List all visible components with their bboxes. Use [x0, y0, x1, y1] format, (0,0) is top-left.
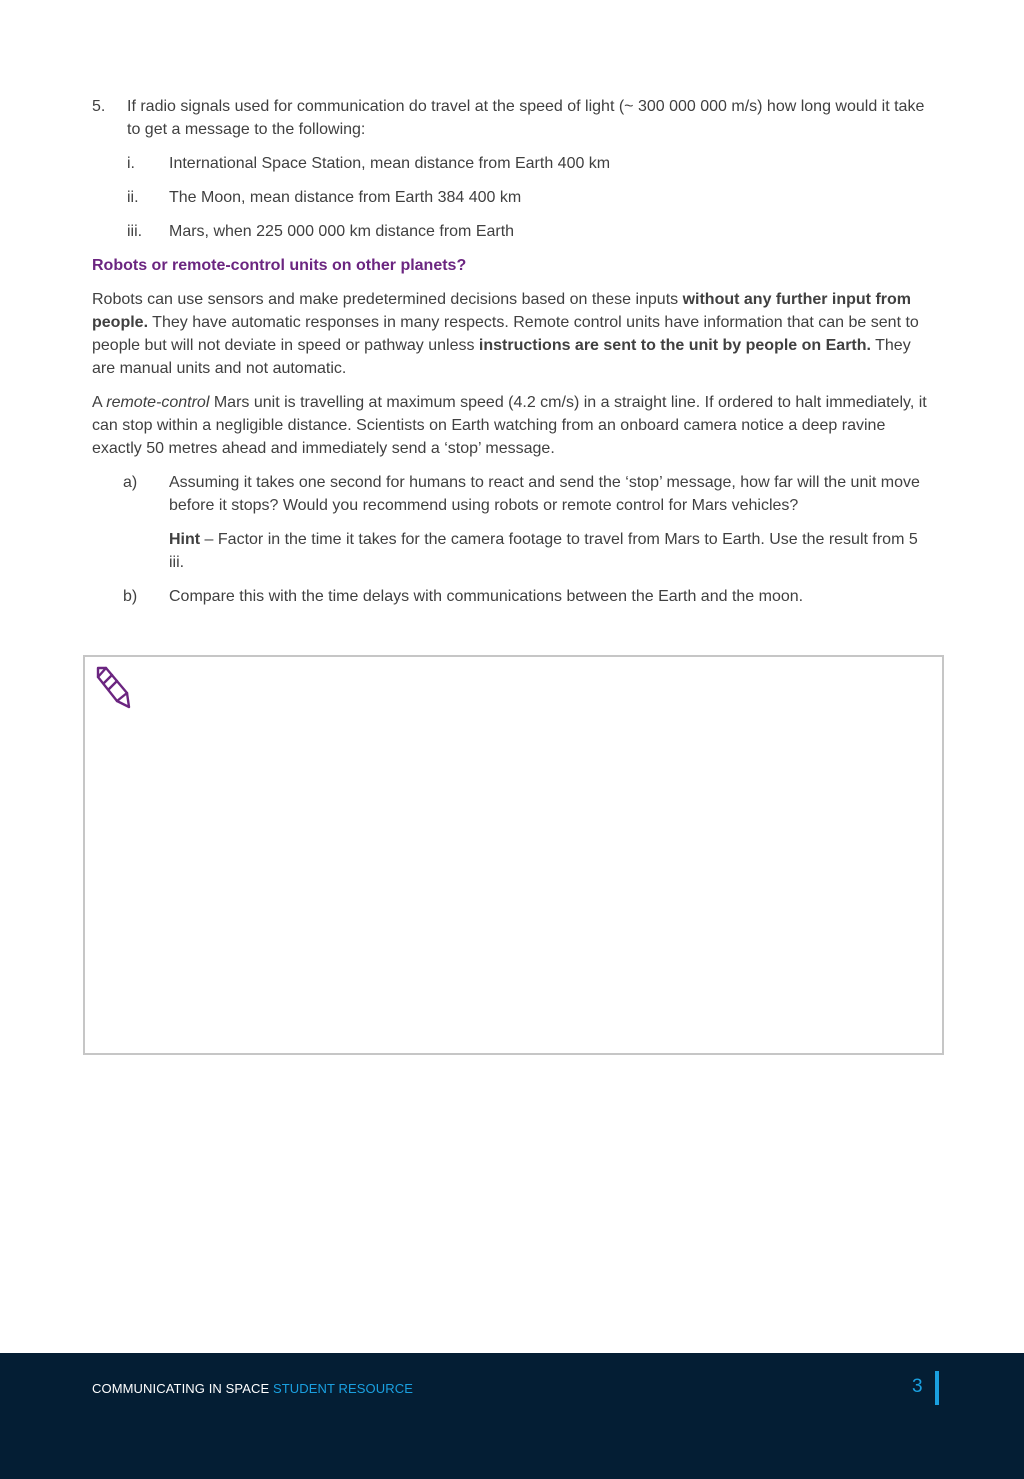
- list-item: [92, 186, 932, 209]
- robots-paragraph: [92, 288, 932, 380]
- para-text: Robots can use sensors and make predetermined decisions based on these inputs: [92, 291, 683, 308]
- question-letter: a): [123, 474, 138, 491]
- para-text: They are manual units and not automatic.: [92, 337, 911, 377]
- list-item-text: International Space Station, mean distance from Earth 400 km: [169, 155, 611, 172]
- footer-subtitle: STUDENT RESOURCE: [272, 1381, 413, 1396]
- para-text: They have automatic responses in many respects. Remote control units have information that can be sent to people but will not deviate in speed or pathway unless: [92, 314, 919, 354]
- question-text: Assuming it takes one second for humans to react and send the ‘stop’ message, how far will the unit move before it stops? Would you recommend using robots or remote control for Mars vehicles?: [169, 474, 920, 514]
- list-item-text: Mars, when 225 000 000 km distance from Earth: [169, 223, 515, 240]
- question-letter: b): [123, 588, 138, 605]
- footer-title-main: COMMUNICATING IN SPACE: [92, 1381, 270, 1396]
- hint: [92, 528, 932, 574]
- footer-title: [92, 1377, 413, 1400]
- list-item: [92, 152, 932, 175]
- para-text: Mars unit is travelling at maximum speed (4.2 cm/s) in a straight line. If ordered to halt immediately, it can stop within a negligible distance. Scientists on Earth watching from an onboard camera notice a deep ravine exactly 50 metres ahead and immediately send a ‘stop’ message.: [92, 394, 927, 457]
- list-item: [92, 220, 932, 243]
- page-number: 3: [912, 1376, 923, 1397]
- question-text: If radio signals used for communication do travel at the speed of light (~ 300 000 000 m/s) how long would it take to get a message to the following:: [127, 98, 925, 138]
- page-number-bar: [935, 1371, 939, 1405]
- question-text: Compare this with the time delays with communications between the Earth and the moon.: [169, 588, 804, 605]
- worksheet-content: [92, 95, 932, 619]
- question-b: [92, 585, 932, 608]
- section-heading: Robots or remote-control units on other planets?: [92, 257, 467, 274]
- question-number: 5.: [92, 98, 106, 115]
- list-item-number: iii.: [127, 223, 143, 240]
- question-5: [92, 95, 932, 141]
- question-a: [92, 471, 932, 517]
- hint-text: – Factor in the time it takes for the camera footage to travel from Mars to Earth. Use the result from 5 iii.: [169, 531, 918, 571]
- hint-label: Hint: [169, 531, 201, 548]
- para-text: A: [92, 394, 107, 411]
- page-footer: [0, 1353, 1024, 1479]
- list-item-text: The Moon, mean distance from Earth 384 400 km: [169, 189, 522, 206]
- para-italic-text: remote-control: [106, 394, 210, 411]
- mars-unit-paragraph: [92, 391, 932, 460]
- list-item-number: i.: [127, 155, 135, 172]
- pen-icon: [95, 665, 133, 713]
- list-item-number: ii.: [127, 189, 139, 206]
- distance-list: [92, 152, 932, 243]
- answer-box[interactable]: [83, 655, 944, 1055]
- para-bold-text: without any further input from people.: [92, 291, 911, 331]
- para-bold-text: instructions are sent to the unit by people on Earth.: [478, 337, 871, 354]
